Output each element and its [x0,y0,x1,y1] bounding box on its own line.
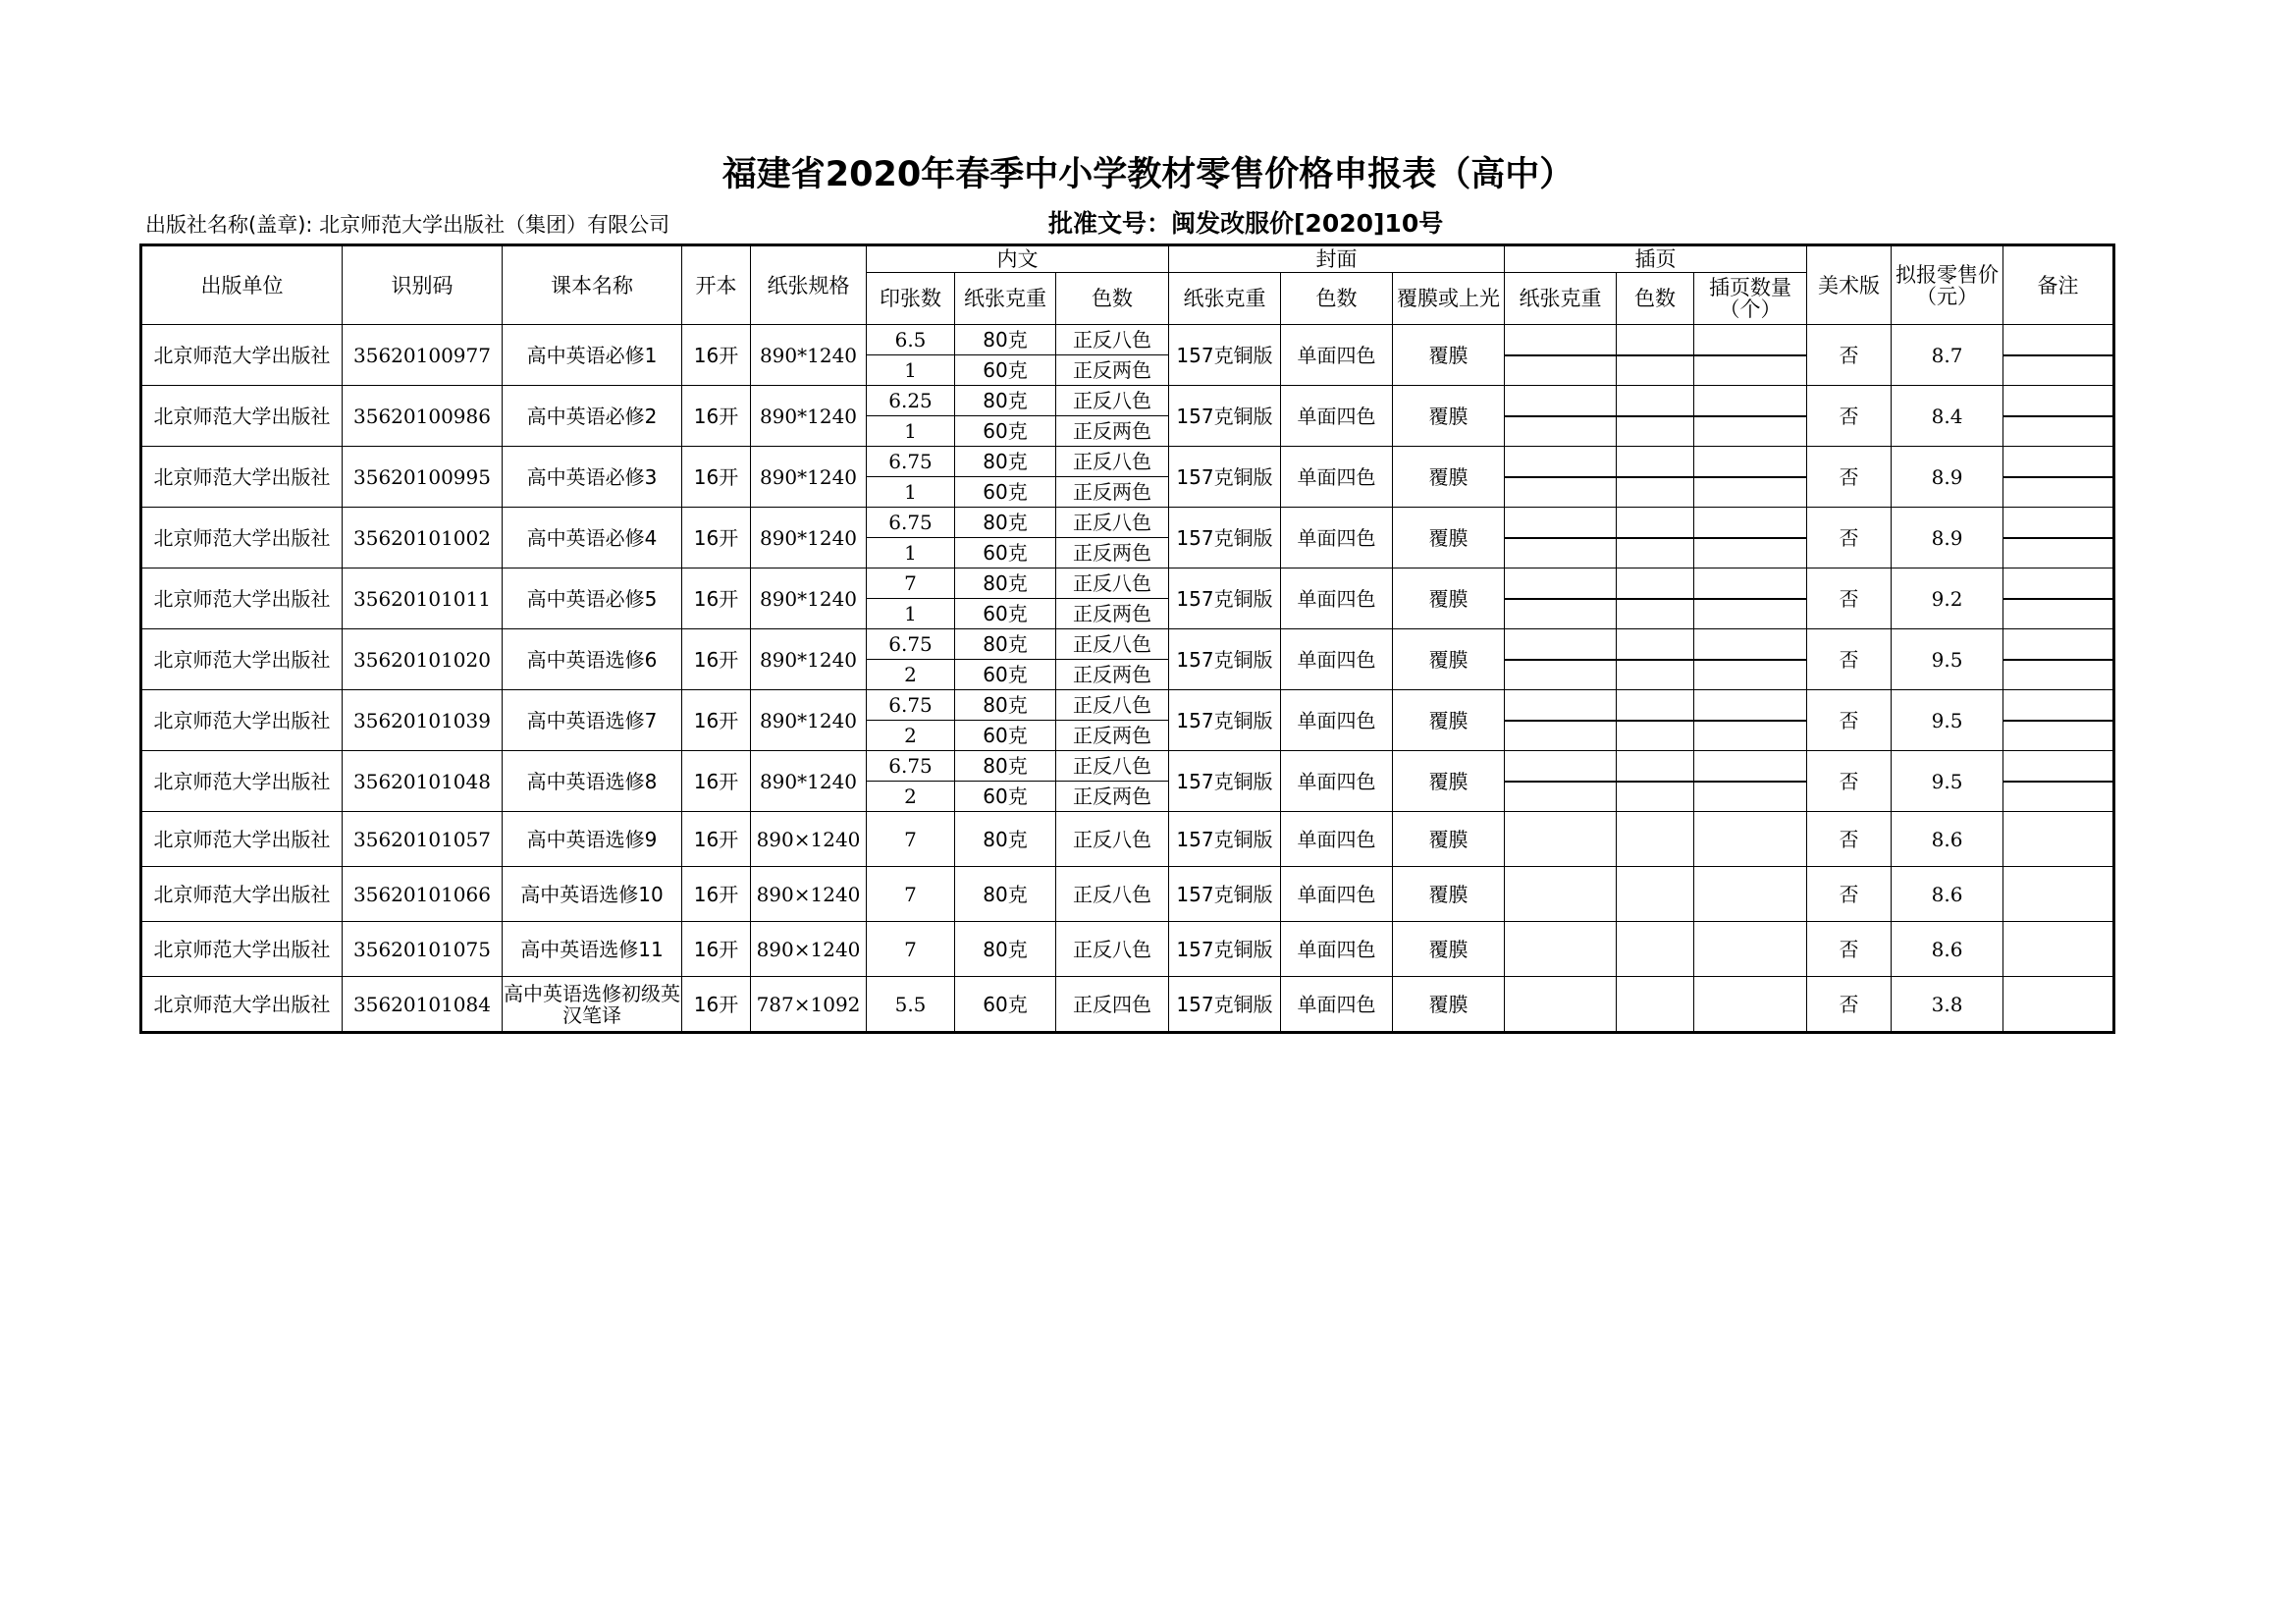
cover-film-cell: 覆膜 [1393,447,1505,508]
note-cell [2003,922,2114,977]
header-publisher: 出版单位 [141,245,343,325]
note-cell [2003,867,2114,922]
publisher-cell: 北京师范大学出版社 [141,508,343,568]
inner-weight-cell: 60克 [955,721,1056,751]
inner-colors-cell: 正反八色 [1056,386,1169,416]
note-cell [2003,325,2114,386]
insert-weight-cell [1505,386,1617,447]
cover-weight-cell: 157克铜版 [1169,568,1281,629]
cover-film-cell: 覆膜 [1393,751,1505,812]
inner-sheets-cell: 5.5 [867,977,955,1033]
paper-cell: 890*1240 [751,447,867,508]
insert-colors-cell [1617,690,1694,751]
code-cell: 35620101048 [343,751,503,812]
approval-number-line: 批准文号：闽发改服价[2020]10号 [1048,209,1444,238]
book-cell: 高中英语选修9 [503,812,682,867]
art-cell: 否 [1807,386,1892,447]
table-row [141,325,2114,355]
book-cell: 高中英语必修1 [503,325,682,386]
header-inner-sheets: 印张数 [867,273,955,325]
cover-film-cell: 覆膜 [1393,386,1505,447]
header-row-top [141,245,2114,273]
insert-colors-cell [1617,812,1694,867]
header-insert-count: 插页数量（个） [1694,273,1807,325]
insert-count-cell [1694,508,1807,568]
inner-colors-cell: 正反两色 [1056,477,1169,508]
book-cell: 高中英语必修4 [503,508,682,568]
header-book: 课本名称 [503,245,682,325]
code-cell: 35620100977 [343,325,503,386]
inner-sheets-cell: 6.75 [867,751,955,782]
art-cell: 否 [1807,751,1892,812]
publisher-cell: 北京师范大学出版社 [141,568,343,629]
header-insert: 插页 [1505,245,1807,273]
paper-cell: 890*1240 [751,325,867,386]
inner-sheets-cell: 1 [867,477,955,508]
inner-colors-cell: 正反八色 [1056,629,1169,660]
format-cell: 16开 [682,325,751,386]
price-declaration-table [139,244,2115,1034]
cover-colors-cell: 单面四色 [1281,386,1393,447]
table-body [141,325,2114,1033]
code-cell: 35620101075 [343,922,503,977]
cover-weight-cell: 157克铜版 [1169,629,1281,690]
code-cell: 35620101057 [343,812,503,867]
price-cell: 9.5 [1892,690,2003,751]
price-cell: 8.6 [1892,922,2003,977]
inner-sheets-cell: 7 [867,867,955,922]
cover-colors-cell: 单面四色 [1281,812,1393,867]
insert-weight-cell [1505,867,1617,922]
insert-count-cell [1694,568,1807,629]
code-cell: 35620100995 [343,447,503,508]
insert-weight-cell [1505,447,1617,508]
art-cell: 否 [1807,690,1892,751]
inner-sheets-cell: 7 [867,812,955,867]
book-cell: 高中英语必修5 [503,568,682,629]
format-cell: 16开 [682,751,751,812]
insert-weight-cell [1505,568,1617,629]
inner-sheets-cell: 7 [867,922,955,977]
format-cell: 16开 [682,508,751,568]
inner-colors-cell: 正反八色 [1056,812,1169,867]
paper-cell: 890×1240 [751,812,867,867]
inner-colors-cell: 正反八色 [1056,508,1169,538]
paper-cell: 890*1240 [751,508,867,568]
paper-cell: 890×1240 [751,867,867,922]
price-cell: 8.9 [1892,447,2003,508]
format-cell: 16开 [682,977,751,1033]
cover-film-cell: 覆膜 [1393,568,1505,629]
header-paper: 纸张规格 [751,245,867,325]
note-cell [2003,751,2114,812]
inner-sheets-cell: 2 [867,721,955,751]
inner-colors-cell: 正反两色 [1056,721,1169,751]
insert-colors-cell [1617,508,1694,568]
art-cell: 否 [1807,867,1892,922]
insert-count-cell [1694,751,1807,812]
cover-weight-cell: 157克铜版 [1169,386,1281,447]
art-cell: 否 [1807,325,1892,386]
cover-film-cell: 覆膜 [1393,977,1505,1033]
note-cell [2003,447,2114,508]
price-cell: 8.4 [1892,386,2003,447]
price-cell: 8.6 [1892,867,2003,922]
format-cell: 16开 [682,690,751,751]
format-cell: 16开 [682,922,751,977]
insert-colors-cell [1617,325,1694,386]
cover-colors-cell: 单面四色 [1281,977,1393,1033]
paper-cell: 890*1240 [751,386,867,447]
cover-weight-cell: 157克铜版 [1169,867,1281,922]
header-note: 备注 [2003,245,2114,325]
header-cover: 封面 [1169,245,1505,273]
insert-colors-cell [1617,447,1694,508]
inner-weight-cell: 60克 [955,416,1056,447]
paper-cell: 890×1240 [751,922,867,977]
header-insert-weight: 纸张克重 [1505,273,1617,325]
inner-colors-cell: 正反八色 [1056,325,1169,355]
insert-count-cell [1694,325,1807,386]
insert-count-cell [1694,386,1807,447]
insert-weight-cell [1505,690,1617,751]
art-cell: 否 [1807,812,1892,867]
note-cell [2003,690,2114,751]
cover-film-cell: 覆膜 [1393,690,1505,751]
inner-sheets-cell: 1 [867,416,955,447]
publisher-cell: 北京师范大学出版社 [141,922,343,977]
inner-sheets-cell: 6.75 [867,508,955,538]
book-cell: 高中英语选修6 [503,629,682,690]
publisher-cell: 北京师范大学出版社 [141,867,343,922]
insert-colors-cell [1617,867,1694,922]
table-row [141,922,2114,977]
art-cell: 否 [1807,629,1892,690]
insert-colors-cell [1617,568,1694,629]
inner-weight-cell: 80克 [955,867,1056,922]
inner-weight-cell: 60克 [955,538,1056,568]
cover-film-cell: 覆膜 [1393,629,1505,690]
publisher-cell: 北京师范大学出版社 [141,690,343,751]
inner-weight-cell: 80克 [955,812,1056,867]
header-cover-weight: 纸张克重 [1169,273,1281,325]
inner-colors-cell: 正反八色 [1056,690,1169,721]
cover-weight-cell: 157克铜版 [1169,751,1281,812]
cover-colors-cell: 单面四色 [1281,922,1393,977]
note-cell [2003,977,2114,1033]
price-cell: 9.2 [1892,568,2003,629]
inner-weight-cell: 60克 [955,782,1056,812]
inner-weight-cell: 80克 [955,447,1056,477]
price-cell: 9.5 [1892,629,2003,690]
table-row [141,508,2114,538]
paper-cell: 890*1240 [751,629,867,690]
note-cell [2003,508,2114,568]
format-cell: 16开 [682,386,751,447]
cover-colors-cell: 单面四色 [1281,568,1393,629]
publisher-name-line: 出版社名称(盖章): 北京师范大学出版社（集团）有限公司 [145,213,670,237]
insert-colors-cell [1617,922,1694,977]
cover-film-cell: 覆膜 [1393,325,1505,386]
code-cell: 35620101020 [343,629,503,690]
price-cell: 8.7 [1892,325,2003,386]
insert-count-cell [1694,977,1807,1033]
inner-weight-cell: 80克 [955,751,1056,782]
format-cell: 16开 [682,629,751,690]
book-cell: 高中英语选修8 [503,751,682,812]
price-cell: 3.8 [1892,977,2003,1033]
book-cell: 高中英语必修3 [503,447,682,508]
code-cell: 35620101084 [343,977,503,1033]
cover-weight-cell: 157克铜版 [1169,812,1281,867]
cover-colors-cell: 单面四色 [1281,751,1393,812]
inner-weight-cell: 80克 [955,922,1056,977]
insert-colors-cell [1617,751,1694,812]
inner-sheets-cell: 2 [867,660,955,690]
publisher-cell: 北京师范大学出版社 [141,751,343,812]
inner-sheets-cell: 1 [867,538,955,568]
publisher-cell: 北京师范大学出版社 [141,977,343,1033]
inner-weight-cell: 80克 [955,629,1056,660]
insert-weight-cell [1505,508,1617,568]
cover-colors-cell: 单面四色 [1281,629,1393,690]
inner-colors-cell: 正反两色 [1056,782,1169,812]
inner-colors-cell: 正反两色 [1056,599,1169,629]
header-price: 拟报零售价（元） [1892,245,2003,325]
cover-weight-cell: 157克铜版 [1169,977,1281,1033]
table-row [141,751,2114,782]
table-row [141,629,2114,660]
header-inner-colors: 色数 [1056,273,1169,325]
inner-weight-cell: 60克 [955,599,1056,629]
cover-film-cell: 覆膜 [1393,867,1505,922]
insert-weight-cell [1505,325,1617,386]
cover-weight-cell: 157克铜版 [1169,447,1281,508]
paper-cell: 890*1240 [751,690,867,751]
cover-colors-cell: 单面四色 [1281,508,1393,568]
insert-count-cell [1694,812,1807,867]
inner-sheets-cell: 6.25 [867,386,955,416]
inner-weight-cell: 60克 [955,355,1056,386]
cover-colors-cell: 单面四色 [1281,867,1393,922]
inner-weight-cell: 80克 [955,386,1056,416]
inner-colors-cell: 正反两色 [1056,660,1169,690]
insert-colors-cell [1617,629,1694,690]
insert-count-cell [1694,867,1807,922]
insert-weight-cell [1505,812,1617,867]
inner-colors-cell: 正反八色 [1056,922,1169,977]
code-cell: 35620101039 [343,690,503,751]
inner-colors-cell: 正反两色 [1056,538,1169,568]
inner-sheets-cell: 6.75 [867,690,955,721]
inner-sheets-cell: 2 [867,782,955,812]
publisher-cell: 北京师范大学出版社 [141,447,343,508]
note-cell [2003,812,2114,867]
format-cell: 16开 [682,447,751,508]
inner-colors-cell: 正反八色 [1056,867,1169,922]
inner-colors-cell: 正反两色 [1056,355,1169,386]
book-cell: 高中英语选修10 [503,867,682,922]
code-cell: 35620101066 [343,867,503,922]
insert-colors-cell [1617,977,1694,1033]
header-inner-weight: 纸张克重 [955,273,1056,325]
inner-sheets-cell: 6.75 [867,629,955,660]
inner-colors-cell: 正反八色 [1056,568,1169,599]
code-cell: 35620100986 [343,386,503,447]
note-cell [2003,386,2114,447]
inner-weight-cell: 80克 [955,508,1056,538]
cover-film-cell: 覆膜 [1393,922,1505,977]
inner-weight-cell: 60克 [955,477,1056,508]
art-cell: 否 [1807,977,1892,1033]
inner-colors-cell: 正反八色 [1056,751,1169,782]
header-code: 识别码 [343,245,503,325]
publisher-cell: 北京师范大学出版社 [141,629,343,690]
inner-sheets-cell: 7 [867,568,955,599]
art-cell: 否 [1807,568,1892,629]
table-row [141,690,2114,721]
art-cell: 否 [1807,447,1892,508]
table-row [141,447,2114,477]
note-cell [2003,629,2114,690]
note-cell [2003,568,2114,629]
paper-cell: 890*1240 [751,751,867,812]
header-cover-film: 覆膜或上光 [1393,273,1505,325]
insert-count-cell [1694,922,1807,977]
header-insert-colors: 色数 [1617,273,1694,325]
inner-sheets-cell: 1 [867,355,955,386]
format-cell: 16开 [682,812,751,867]
publisher-cell: 北京师范大学出版社 [141,325,343,386]
cover-film-cell: 覆膜 [1393,508,1505,568]
price-cell: 8.6 [1892,812,2003,867]
header-format: 开本 [682,245,751,325]
cover-weight-cell: 157克铜版 [1169,922,1281,977]
book-cell: 高中英语选修初级英汉笔译 [503,977,682,1033]
cover-colors-cell: 单面四色 [1281,325,1393,386]
book-cell: 高中英语选修7 [503,690,682,751]
cover-weight-cell: 157克铜版 [1169,508,1281,568]
art-cell: 否 [1807,922,1892,977]
table-row [141,386,2114,416]
insert-count-cell [1694,447,1807,508]
table-row [141,867,2114,922]
code-cell: 35620101002 [343,508,503,568]
price-cell: 9.5 [1892,751,2003,812]
table-row [141,568,2114,599]
inner-weight-cell: 80克 [955,325,1056,355]
insert-colors-cell [1617,386,1694,447]
format-cell: 16开 [682,568,751,629]
inner-colors-cell: 正反八色 [1056,447,1169,477]
cover-colors-cell: 单面四色 [1281,690,1393,751]
cover-film-cell: 覆膜 [1393,812,1505,867]
format-cell: 16开 [682,867,751,922]
book-cell: 高中英语选修11 [503,922,682,977]
inner-weight-cell: 80克 [955,568,1056,599]
table-row [141,977,2114,1033]
insert-weight-cell [1505,629,1617,690]
paper-cell: 890*1240 [751,568,867,629]
insert-weight-cell [1505,922,1617,977]
inner-sheets-cell: 1 [867,599,955,629]
cover-colors-cell: 单面四色 [1281,447,1393,508]
insert-count-cell [1694,629,1807,690]
inner-colors-cell: 正反四色 [1056,977,1169,1033]
header-inner: 内文 [867,245,1169,273]
paper-cell: 787×1092 [751,977,867,1033]
publisher-cell: 北京师范大学出版社 [141,386,343,447]
inner-sheets-cell: 6.75 [867,447,955,477]
price-cell: 8.9 [1892,508,2003,568]
cover-weight-cell: 157克铜版 [1169,325,1281,386]
code-cell: 35620101011 [343,568,503,629]
art-cell: 否 [1807,508,1892,568]
publisher-cell: 北京师范大学出版社 [141,812,343,867]
inner-colors-cell: 正反两色 [1056,416,1169,447]
inner-weight-cell: 60克 [955,660,1056,690]
inner-sheets-cell: 6.5 [867,325,955,355]
book-cell: 高中英语必修2 [503,386,682,447]
header-cover-colors: 色数 [1281,273,1393,325]
insert-weight-cell [1505,751,1617,812]
cover-weight-cell: 157克铜版 [1169,690,1281,751]
insert-weight-cell [1505,977,1617,1033]
inner-weight-cell: 60克 [955,977,1056,1033]
insert-count-cell [1694,690,1807,751]
page-title: 福建省2020年春季中小学教材零售价格申报表（高中） [721,155,1575,194]
header-art: 美术版 [1807,245,1892,325]
table-row [141,812,2114,867]
inner-weight-cell: 80克 [955,690,1056,721]
